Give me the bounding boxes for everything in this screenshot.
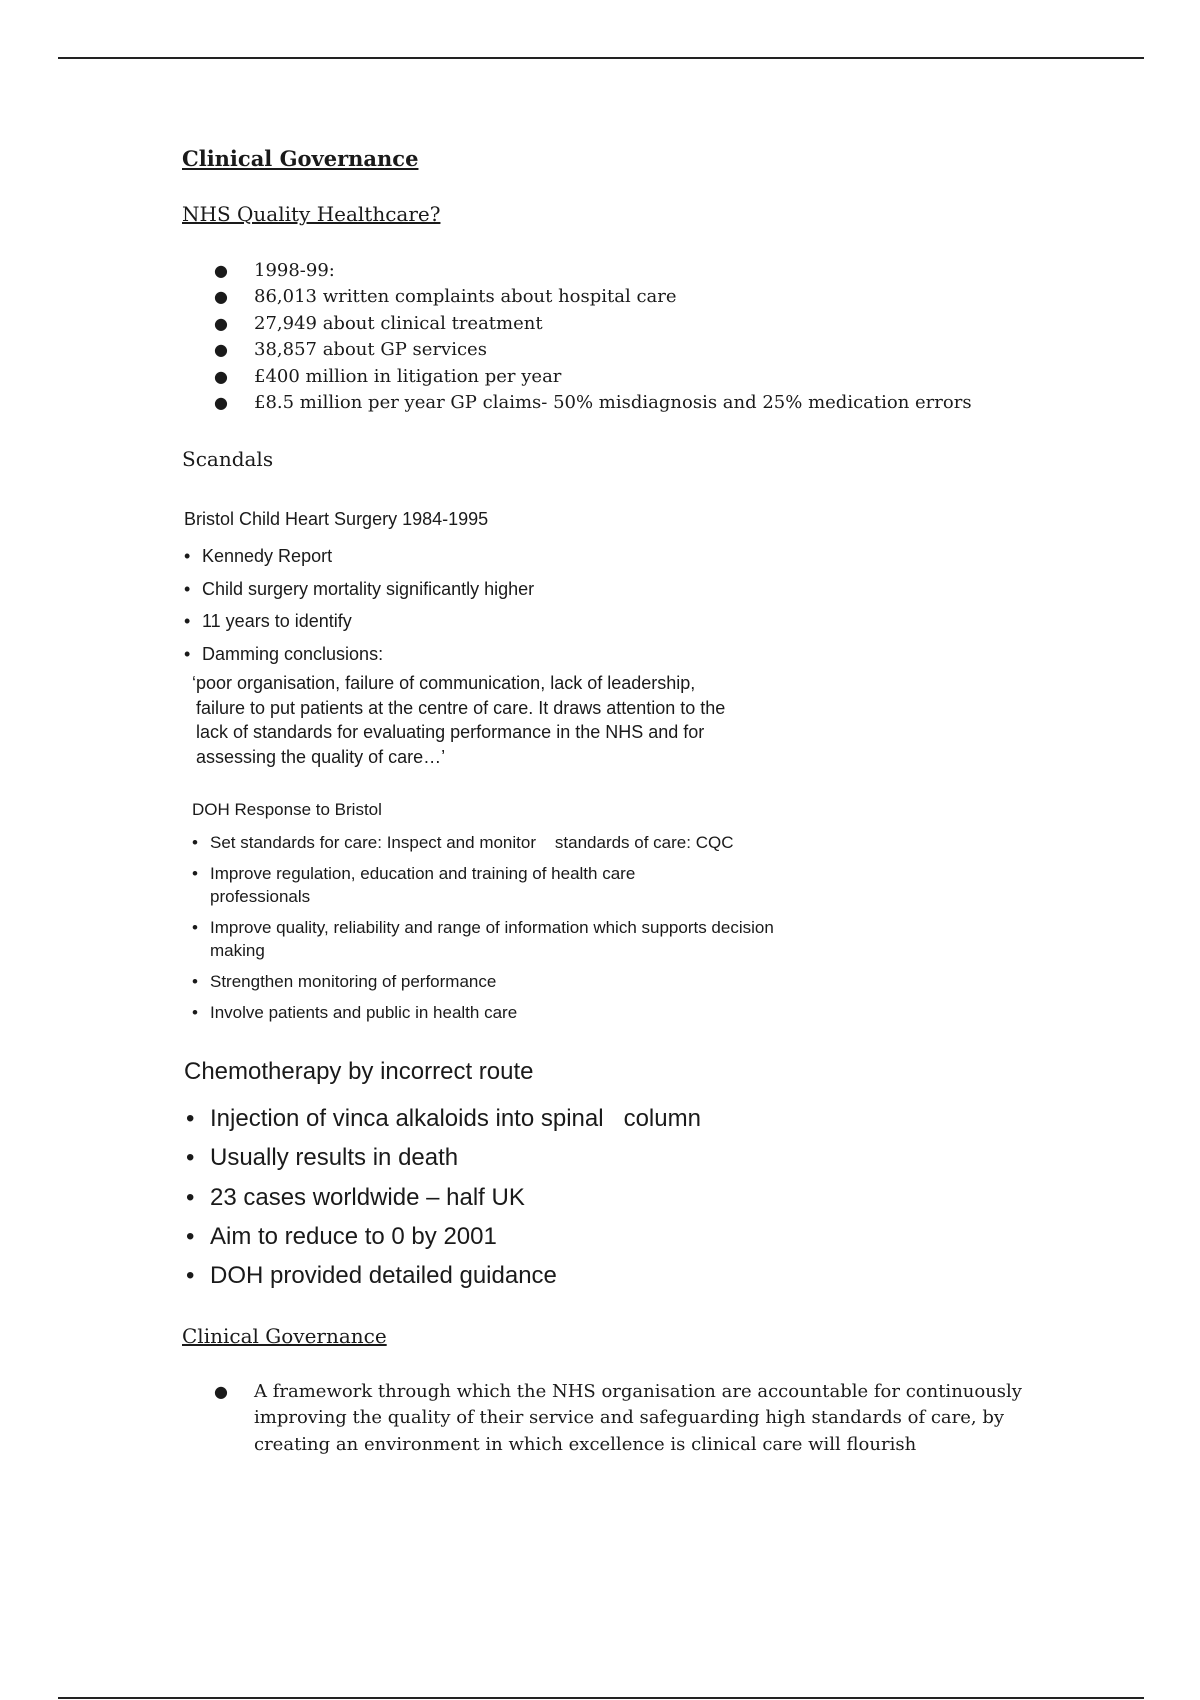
bullet-icon: ● <box>214 1382 228 1401</box>
list-item: • Improve quality, reliability and range of information which supports decision making <box>192 918 774 960</box>
clinical-governance-list <box>212 1379 1042 1458</box>
doh-list <box>190 831 830 1032</box>
top-rule <box>58 57 1144 59</box>
list-item: • Improve regulation, education and training of health care professionals <box>192 864 636 906</box>
bullet-icon: • <box>192 1003 198 1022</box>
quote-line: assessing the quality of care…’ <box>196 746 446 767</box>
list-item: • 11 years to identify <box>182 605 534 638</box>
bullet-icon: ● <box>214 313 228 333</box>
quality-list <box>212 258 972 416</box>
list-item: ● 38,857 about GP services <box>212 337 972 363</box>
bullet-icon: • <box>186 1262 195 1290</box>
bristol-list <box>182 540 534 670</box>
bullet-icon: ● <box>214 366 228 386</box>
list-item: • Damming conclusions: <box>182 638 534 671</box>
list-item: • Injection of vinca alkaloids into spinal column <box>184 1099 701 1138</box>
bullet-icon: • <box>186 1144 195 1172</box>
list-item: ● £400 million in litigation per year <box>212 364 972 390</box>
quote-line: failure to put patients at the centre of care. It draws attention to the <box>196 697 726 718</box>
clinical-governance-heading: Clinical Governance <box>182 1324 387 1348</box>
list-item: ● 86,013 written complaints about hospital care <box>212 284 972 310</box>
bullet-icon: • <box>192 918 198 937</box>
bullet-icon: • <box>192 833 198 852</box>
list-item: • Strengthen monitoring of performance <box>192 972 497 991</box>
bristol-title: Bristol Child Heart Surgery 1984-1995 <box>184 509 489 529</box>
quality-heading: NHS Quality Healthcare? <box>182 202 441 226</box>
list-item: ● A framework through which the NHS organisation are accountable for continuously improving the quality of their service and safeguarding high standards of care, by creating an environment in which excellence is clinical care will flourish <box>214 1381 1022 1455</box>
doh-title: DOH Response to Bristol <box>192 800 382 819</box>
bullet-icon: • <box>186 1183 195 1211</box>
list-item: ● 27,949 about clinical treatment <box>212 311 972 337</box>
list-item: ● £8.5 million per year GP claims- 50% misdiagnosis and 25% medication errors <box>212 390 972 416</box>
bottom-rule <box>58 1697 1144 1699</box>
chemo-list <box>184 1099 701 1295</box>
bullet-icon: • <box>186 1105 195 1132</box>
chemo-title: Chemotherapy by incorrect route <box>184 1058 534 1085</box>
quote-line: lack of standards for evaluating performance in the NHS and for <box>196 722 705 742</box>
bullet-icon: • <box>184 578 191 599</box>
list-item: ● 1998-99: <box>212 258 972 284</box>
kennedy-quote <box>192 671 852 769</box>
list-item: • Set standards for care: Inspect and monitor standards of care: CQC <box>192 833 734 852</box>
list-item: • Kennedy Report <box>182 540 534 573</box>
bullet-icon: ● <box>214 393 228 413</box>
bullet-icon: • <box>184 643 191 664</box>
list-item: • Child surgery mortality significantly higher <box>182 573 534 606</box>
list-item: • Usually results in death <box>184 1138 701 1177</box>
list-item: • Involve patients and public in health care <box>192 1003 518 1022</box>
page-title: Clinical Governance <box>182 146 419 171</box>
bullet-icon: ● <box>214 340 228 360</box>
bullet-icon: • <box>186 1222 195 1250</box>
bullet-icon: • <box>192 864 198 883</box>
list-item: • Aim to reduce to 0 by 2001 <box>184 1217 701 1256</box>
scandals-heading: Scandals <box>182 447 274 471</box>
quote-line: ‘poor organisation, failure of communication, lack of leadership, <box>192 673 696 693</box>
bullet-icon: ● <box>214 287 228 307</box>
list-item: • 23 cases worldwide – half UK <box>184 1178 701 1217</box>
bullet-icon: ● <box>214 261 228 280</box>
bullet-icon: • <box>184 611 191 631</box>
bullet-icon: • <box>184 546 191 566</box>
list-item: • DOH provided detailed guidance <box>184 1256 701 1295</box>
bullet-icon: • <box>192 972 198 991</box>
